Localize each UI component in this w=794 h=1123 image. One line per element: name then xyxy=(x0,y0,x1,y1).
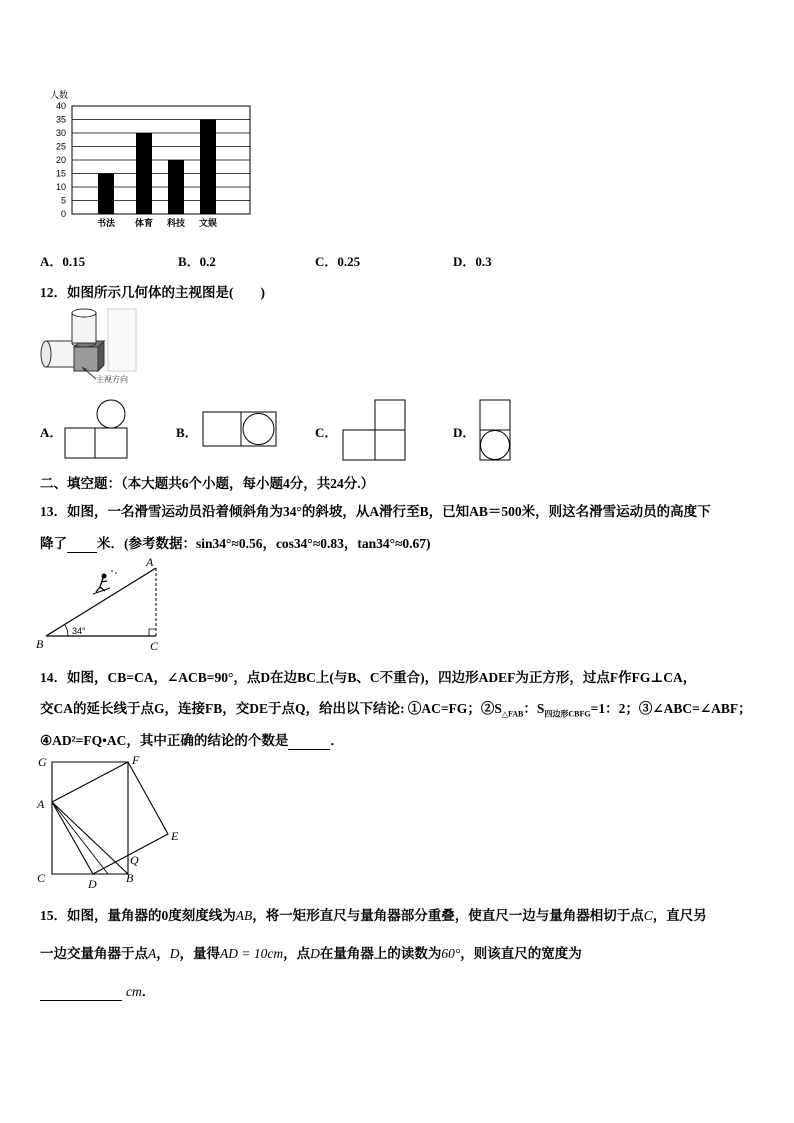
q12-option-c[interactable]: C． xyxy=(315,425,338,440)
q15-ab: AB xyxy=(235,908,253,923)
q15-answer-blank[interactable] xyxy=(40,984,122,1001)
q15-line1-a: 15．如图，量角器的0度刻度线为 xyxy=(40,908,236,923)
chart-bar xyxy=(168,160,184,214)
chart-bar xyxy=(200,120,216,215)
skier-icon xyxy=(93,570,117,594)
q15-line1-c: ，直尺另 xyxy=(652,908,707,923)
q11-option-a-text: 0.15 xyxy=(62,254,86,269)
q15-line2-c: ，点 xyxy=(283,946,311,961)
q14-square-figure xyxy=(34,752,194,890)
q12-view-label: 主视方向 xyxy=(96,375,128,384)
q14-label-d: D xyxy=(88,877,97,890)
chart-ytick-label: 25 xyxy=(55,141,66,152)
q13-line2-b: 米．(参考数据：sin34°≈0.56，cos34°≈0.83，tan34°≈0.67) xyxy=(97,536,431,551)
chart-xtick-label: 体育 xyxy=(134,218,154,228)
chart-ytick-label: 10 xyxy=(55,182,66,192)
chart-ytick-label: 20 xyxy=(55,155,66,165)
q14-sub-fab: △FAB xyxy=(501,709,524,719)
q11-option-c-letter: C． xyxy=(315,254,338,269)
q14-label-e: E xyxy=(171,829,179,843)
q14-line2-b: ：S xyxy=(523,701,545,716)
chart-xtick-label: 文娱 xyxy=(198,218,218,228)
q12-option-a-figure xyxy=(63,398,129,460)
q14-line1: 14．如图，CB=CA，∠ACB=90°，点D在边BC上(与B、C不重合)，四边形ADEF为正方形，过点F作FG⊥CA， xyxy=(40,670,697,685)
q14-label-g: G xyxy=(38,755,47,769)
q11-option-c[interactable] xyxy=(315,251,360,270)
chart-bars xyxy=(98,120,216,215)
q12-option-d-figure xyxy=(478,399,512,463)
q14-answer-blank[interactable] xyxy=(288,733,330,750)
q11-option-d-text: 0.3 xyxy=(475,254,492,269)
q15-line3 xyxy=(40,980,155,1001)
chart-yticks xyxy=(56,101,66,219)
q13-label-c: C xyxy=(150,639,159,652)
q15-comma: ， xyxy=(156,946,170,961)
q14-line2-a: 交CA的延长线于点G，连接FB，交DE于点Q，给出以下结论: ①AC=FG；②S xyxy=(40,701,502,716)
q12-option-a[interactable]: A． xyxy=(40,425,63,440)
q11-option-c-text: 0.25 xyxy=(337,254,361,269)
q14-line2-c: =1：2；③∠ABC=∠ABF； xyxy=(590,701,752,716)
q13-line2 xyxy=(40,532,431,553)
chart-ytick-label: 15 xyxy=(55,168,66,179)
q12-option-d[interactable]: D． xyxy=(453,425,476,440)
chart-xtick-label: 科技 xyxy=(166,218,186,228)
q14-label-a: A xyxy=(37,797,45,811)
section-2-title: 二、填空题：（本大题共6个小题，每小题4分，共24分.） xyxy=(40,476,375,491)
q15-line1 xyxy=(40,904,707,924)
q11-option-b[interactable] xyxy=(178,251,216,270)
q12-option-b-figure xyxy=(202,411,278,447)
q15-line1-b: ，将一矩形直尺与量角器部分重叠，使直尺一边与量角器相切于点 xyxy=(252,908,644,923)
q11-option-b-text: 0.2 xyxy=(199,254,216,269)
q13-label-a: A xyxy=(146,556,154,569)
q15-line2-d: 在量角器上的读数为 xyxy=(319,946,442,961)
q12-stem: 12．如图所示几何体的主视图是( ) xyxy=(40,285,265,300)
chart-ytick-label: 5 xyxy=(60,195,66,206)
q15-ad: AD = 10cm xyxy=(220,946,284,961)
chart-ylabel: 人数 xyxy=(50,90,69,100)
q15-c: C xyxy=(643,908,653,923)
q11-option-a[interactable] xyxy=(40,251,85,270)
q14-label-f: F xyxy=(132,753,140,767)
q15-a: A xyxy=(148,946,157,961)
q11-option-d[interactable] xyxy=(453,251,492,270)
q13-line1: 13．如图，一名滑雪运动员沿着倾斜角为34°的斜坡，从A滑行至B，已知AB＝500米，则这名滑雪运动员的高度下 xyxy=(40,504,711,519)
chart-ytick-label: 0 xyxy=(60,209,66,219)
chart-xtick-label: 书法 xyxy=(96,218,116,228)
q14-line3-a: ④AD²=FQ•AC，其中正确的结论的个数是 xyxy=(40,733,289,748)
q14-sub-cbfg: 四边形CBFG xyxy=(544,709,591,719)
q13-slope-figure xyxy=(34,556,166,652)
q15-line2 xyxy=(40,942,582,962)
chart-ytick-label: 35 xyxy=(55,114,66,125)
q13-answer-blank[interactable] xyxy=(67,536,97,553)
q15-end: ． xyxy=(141,984,156,999)
q15-line2-e: ，则该直尺的宽度为 xyxy=(460,946,582,961)
q15-unit: cm xyxy=(126,984,142,999)
chart-bar xyxy=(136,133,152,214)
q15-line2-a: 一边交量角器于点 xyxy=(40,946,148,961)
q12-option-c-figure xyxy=(341,399,407,461)
q11-option-d-letter: D． xyxy=(453,254,476,269)
q14-line2 xyxy=(40,697,752,720)
bar-chart xyxy=(40,86,270,232)
q11-option-a-letter: A． xyxy=(40,254,63,269)
q14-line3-b: ． xyxy=(330,733,344,748)
q12-solid-figure xyxy=(38,303,142,389)
q15-d: D xyxy=(169,946,180,961)
q15-line2-b: ，量得 xyxy=(179,946,220,961)
q13-label-b: B xyxy=(36,637,44,651)
q12-option-b[interactable]: B． xyxy=(176,425,198,440)
chart-ytick-label: 30 xyxy=(55,128,66,138)
q14-label-c: C xyxy=(37,871,46,885)
chart-bar xyxy=(98,174,114,215)
chart-ytick-label: 40 xyxy=(55,101,66,111)
q13-line2-a: 降了 xyxy=(40,536,67,551)
chart-xticks xyxy=(97,217,217,228)
q14-label-q: Q xyxy=(130,853,139,867)
q14-label-b: B xyxy=(126,871,134,885)
q13-angle-label: 34° xyxy=(72,626,86,636)
q11-option-b-letter: B． xyxy=(178,254,200,269)
q14-line3 xyxy=(40,729,344,750)
q15-d2: D xyxy=(310,946,320,961)
q15-deg: 60° xyxy=(441,946,461,961)
